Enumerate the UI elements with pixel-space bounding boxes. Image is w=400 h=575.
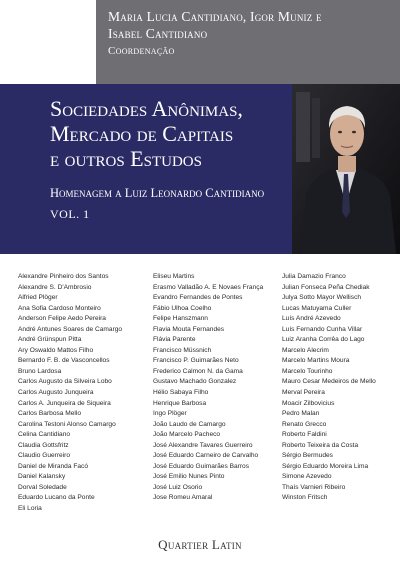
author-name: Julya Sotto Mayor Wellisch: [282, 294, 362, 302]
author-name: Erasmo Valladão A. E Novaes França: [153, 283, 264, 291]
author-name: Julian Fonseca Peña Chediak: [282, 283, 370, 291]
author-name: Bruno Lardosa: [18, 367, 62, 375]
coordinators: [108, 8, 393, 59]
author-name: Claudio Guerreiro: [18, 452, 71, 460]
author-name: Anderson Felipe Aedo Pereira: [18, 315, 106, 323]
author-name: Daniel de Miranda Facó: [18, 462, 89, 470]
author-name: Carlos A. Junqueira de Siqueira: [18, 399, 111, 407]
author-name: Ana Sofia Cardoso Monteiro: [18, 304, 101, 312]
author-name: Alexandre Pinheiro dos Santos: [18, 273, 109, 280]
author-name: Henrique Barbosa: [153, 399, 207, 407]
author-name: Celina Cantidiano: [18, 431, 71, 439]
author-name: Claudia Gottsfritz: [18, 441, 69, 449]
author-name: João Laudo de Camargo: [153, 420, 226, 428]
author-name: Flavia Mouta Fernandes: [153, 325, 225, 333]
author-name: Frederico Calmon N. da Gama: [153, 367, 243, 375]
author-name: Merval Pereira: [282, 389, 325, 397]
author-name: João Marcelo Pacheco: [153, 431, 221, 439]
author-name: Winston Fritsch: [282, 494, 328, 502]
author-name: Luís André Azevedo: [282, 315, 341, 323]
coordinators-line-1: Maria Lucia Cantidiano, Igor Muniz e: [108, 9, 322, 24]
author-name: Ary Oswaldo Mattos Filho: [18, 346, 94, 354]
author-name: Carolina Testoni Alonso Camargo: [18, 420, 116, 428]
author-name: André Antunes Soares de Camargo: [18, 325, 123, 333]
author-name: Carlos Augusto Junqueira: [18, 389, 94, 397]
author-name: Evandro Fernandes de Pontes: [153, 294, 243, 302]
author-name: Hélio Sabaya Filho: [153, 389, 209, 397]
author-name: Francisco Müssnich: [153, 346, 212, 354]
title-line-3: e outros Estudos: [50, 146, 202, 171]
author-name: Carlos Augusto da Silveira Lobo: [18, 378, 112, 386]
author-name: Eliseu Martins: [153, 273, 195, 280]
volume-label: VOL. 1: [50, 207, 90, 221]
author-name: Roberto Teixeira da Costa: [282, 441, 359, 449]
author-name: Pedro Malan: [282, 410, 320, 418]
book-title: [50, 96, 290, 171]
coordination-label: Coordenação: [108, 45, 175, 57]
author-name: Lucas Matuyama Culler: [282, 304, 352, 312]
author-name: José Alexandre Tavares Guerreiro: [153, 441, 253, 449]
author-name: Dorval Soledade: [18, 483, 67, 491]
title-line-2: Mercado de Capitais: [50, 121, 234, 146]
author-name: Alexandre S. D'Ambrosio: [18, 283, 92, 291]
author-name: Flávia Parente: [153, 336, 196, 344]
author-name: Ingo Plöger: [153, 410, 187, 418]
publisher-name: Quartier Latin: [158, 537, 242, 552]
author-name: Bernardo F. B. de Vasconcellos: [18, 357, 110, 365]
author-name: Sérgio Bermudes: [282, 452, 333, 460]
author-name: Mauro Cesar Medeiros de Mello: [282, 378, 376, 386]
author-name: Julia Damazio Franco: [282, 273, 346, 280]
author-name: José Eduardo Guimarães Barros: [153, 462, 250, 470]
author-name: Luiz Aranha Corrêa do Lago: [282, 336, 365, 344]
author-name: Roberto Faldini: [282, 431, 327, 439]
author-name: Thaís Varnieri Ribeiro: [282, 483, 346, 491]
author-portrait-photo: [292, 84, 400, 254]
author-name: José Eduardo Carneiro de Carvalho: [153, 452, 259, 460]
author-name: Marcelo Tourinho: [282, 367, 333, 375]
coordinators-line-2: Isabel Cantidiano: [108, 26, 208, 41]
author-name: Moacir Zilbovicius: [282, 399, 335, 407]
author-name: Fábio Ulhoa Coelho: [153, 304, 212, 312]
author-name: Simone Azevedo: [282, 473, 332, 481]
author-name: Eduardo Lucano da Ponte: [18, 494, 95, 502]
author-name: André Grünspun Pitta: [18, 336, 82, 344]
author-name: Francisco P. Guimarães Neto: [153, 357, 239, 365]
author-name: Jose Romeu Amaral: [153, 494, 213, 502]
authors-column-1: [18, 272, 122, 515]
author-name: Daniel Kalansky: [18, 473, 66, 481]
author-name: Marcelo Martins Moura: [282, 357, 350, 365]
authors-column-3: [282, 272, 376, 504]
author-name: Sérgio Eduardo Moreira Lima: [282, 462, 369, 470]
portrait-illustration: [292, 84, 400, 254]
author-name: Alfried Plöger: [18, 294, 58, 302]
author-name: José Emilio Nunes Pinto: [153, 473, 225, 481]
author-name: Felipe Hanszmann: [153, 315, 208, 323]
author-name: José Luiz Osorio: [153, 483, 203, 491]
book-subtitle: Homenagem a Luiz Leonardo Cantidiano: [50, 186, 265, 200]
author-name: Carlos Barbosa Mello: [18, 410, 82, 418]
author-name: Gustavo Machado Gonzalez: [153, 378, 237, 386]
top-left-white-block: [0, 0, 96, 84]
author-name: Eli Loria: [18, 505, 42, 513]
author-name: Renato Grecco: [282, 420, 327, 428]
authors-column-2: [153, 272, 263, 504]
title-line-1: Sociedades Anônimas,: [50, 96, 243, 121]
author-name: Luís Fernando Cunha Villar: [282, 325, 363, 333]
author-name: Marcelo Alecrim: [282, 346, 329, 354]
